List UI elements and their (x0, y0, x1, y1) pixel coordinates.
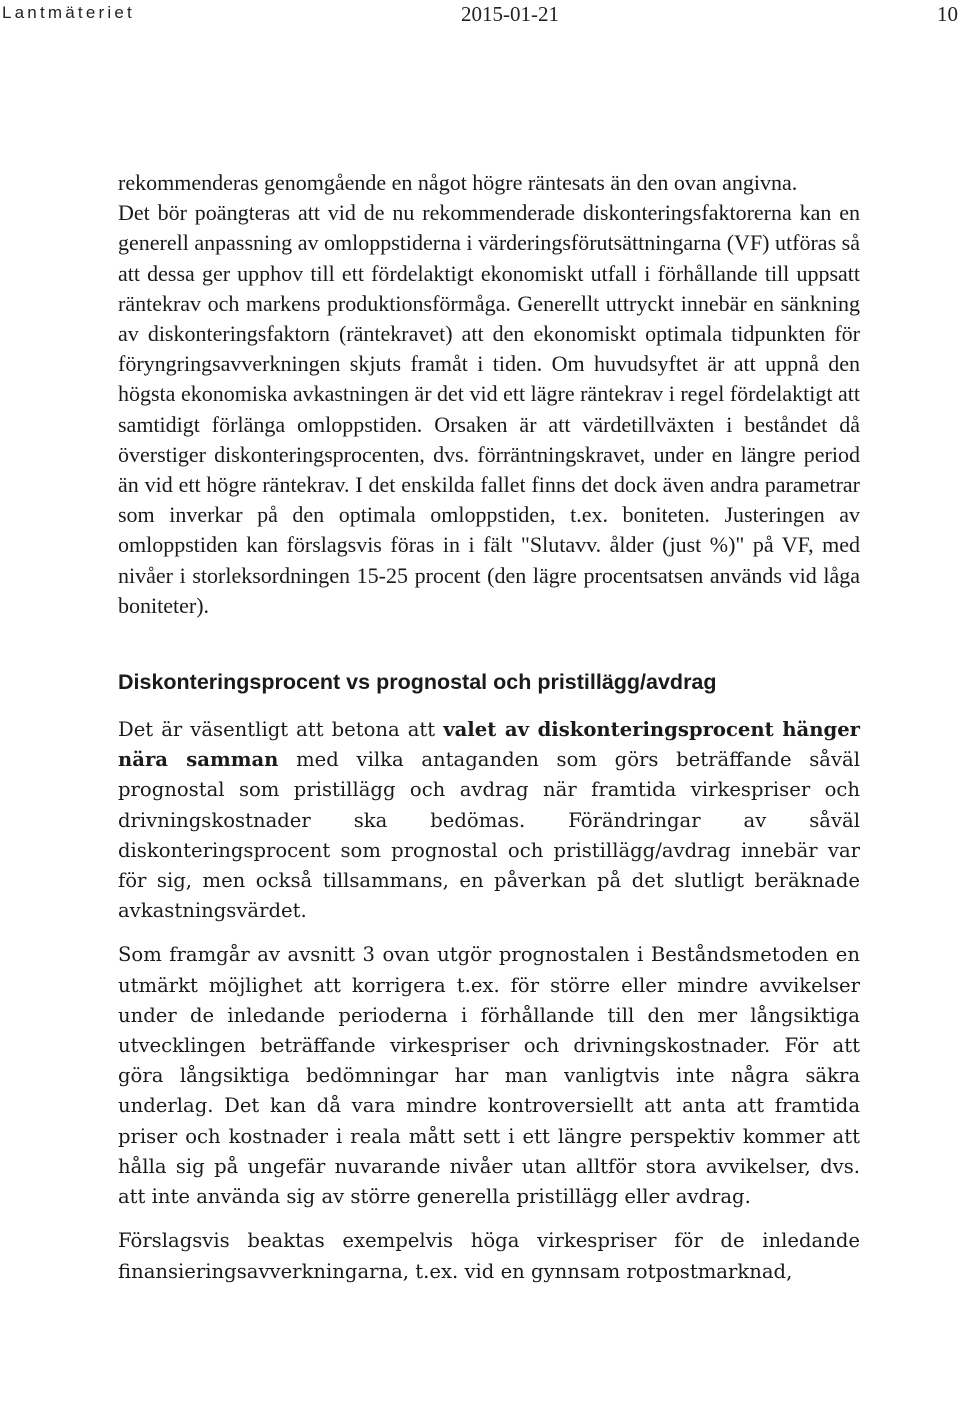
paragraph-continuation: rekommenderas genomgående en något högre räntesats än den ovan angivna. (118, 170, 798, 195)
section-heading: Diskonteringsprocent vs prognostal och pristillägg/avdrag (118, 670, 717, 695)
page-header (0, 0, 960, 30)
organization-name: Lantmäteriet (2, 3, 135, 22)
paragraph-discount-rate-emphasis: valet av diskonteringsprocent hänger nära samman (118, 718, 860, 772)
paragraph-discount-rate-start: Det är väsentligt att betona att (118, 718, 444, 742)
paragraph-discount-factors-part-d: Justeringen av omloppstiden kan förslagsvis föras in i fält "Slutavv. ålder (just %)" på VF, med nivåer i storleksordningen 15-25 procent (den lägre procentsatsen används vid låga boniteter). (118, 502, 861, 618)
document-date: 2015-01-21 (461, 2, 559, 26)
paragraph-forecast-numbers: Som framgår av avsnitt 3 ovan utgör prognostalen i Beståndsmetoden en utmärkt möjlighet att korrigera t.ex. för större eller mindre avvikelser under de inledande perioderna i förhållande till den mer långsiktiga utvecklingen beträffande virkespriser och drivningskostnader. För att göra långsiktiga bedömningar har man vanligtvis inte några säkra underlag. Det kan då vara mindre kontroversiellt att anta att framtida priser och kostnader i reala mått sett i ett längre perspektiv kommer att hålla sig på ungefär nuvarande nivåer utan alltför stora avvikelser, dvs. att inte använda sig av större generella pristillägg eller avdrag. (118, 943, 860, 1209)
paragraph-discount-rate-end: med vilka antaganden som görs beträffande såväl prognostal som pristillägg och avdrag när framtida virkespriser och drivningskostnader ska bedömas. Förändringar av såväl diskonteringsprocent som prognostal och pristillägg/avdrag innebär var för sig, men också tillsammans, en påverkan på det slutligt beräknade avkastningsvärdet. (118, 748, 860, 923)
paragraph-discount-factors (118, 198, 860, 621)
page-number: 10 (937, 2, 958, 26)
paragraph-discount-rate (118, 715, 860, 926)
paragraph-discount-factors-part-a: Det bör poängteras att vid de nu rekommenderade diskonteringsfaktorerna kan en generell anpassning av omloppstiderna i värderingsförutsättningarna (VF) utföras så att dessa ger upphov till ett fördelaktigt ekonomiskt utfall i förhållande till uppsatt räntekrav och markens produktionsförmåga. (118, 200, 860, 316)
page-body (118, 168, 860, 1301)
paragraph-discount-factors-part-b: Generellt uttryckt innebär en sänkning av diskonteringsfaktorn (räntekravet) att den ekonomiskt optimala tidpunkten för föryngringsavverkningen skjuts framåt i tiden. Om huvudsyftet är att uppnå den högsta ekonomiska avkastningen är det vid ett lägre räntekrav i regel fördelaktigt att samtidigt förlänga omloppstiden. Orsaken är att värdetillväxten i beståndet då överstiger diskonteringsprocenten, dvs. förräntningskravet, under en längre period än vid ett högre räntekrav. (118, 290, 861, 498)
paragraph-discount-factors-part-c: I det enskilda fallet finns det dock även andra parametrar som inverkar på den optimala omloppstiden, t.ex. boniteten. (118, 472, 861, 528)
paragraph-suggestion: Förslagsvis beaktas exempelvis höga virkespriser för de inledande finansieringsavverkningarna, t.ex. vid en gynnsam rotpostmarknad, (118, 1229, 860, 1283)
